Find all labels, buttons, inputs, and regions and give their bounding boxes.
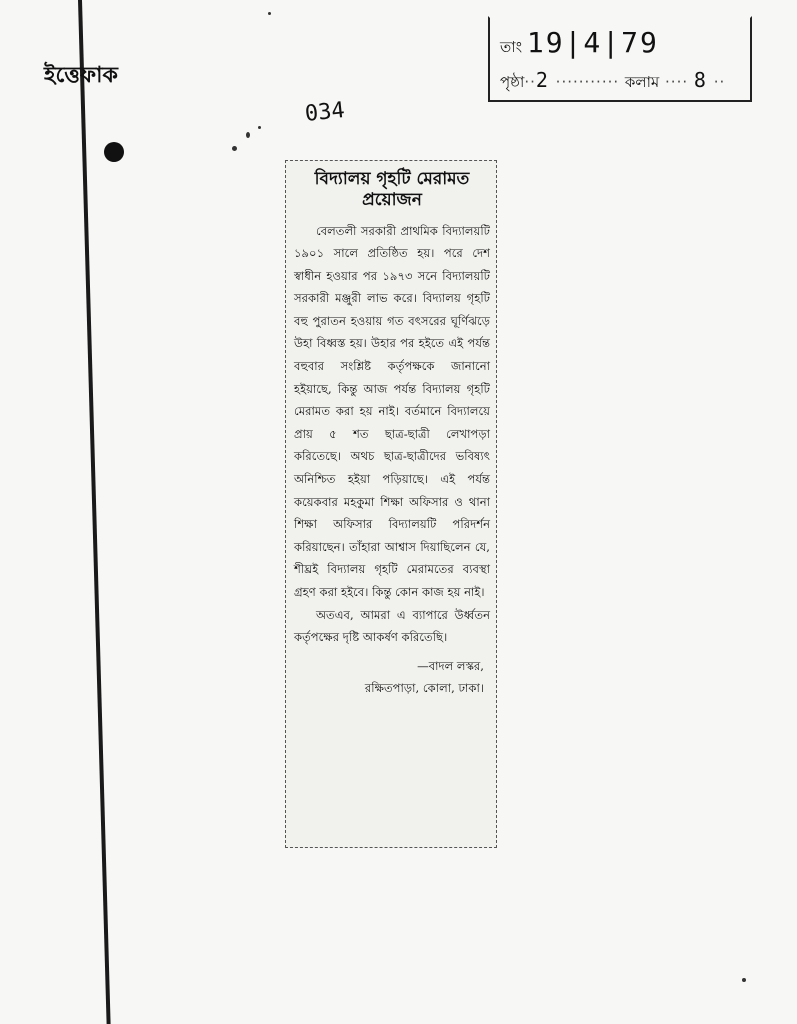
clipping-signer	[294, 655, 490, 699]
clipping-body: বেলতলী সরকারী প্রাথমিক বিদ্যালয়টি ১৯০১ সালে প্রতিষ্ঠিত হয়। পরে দেশ স্বাধীন হওয়ার পর ১৯৭৩ সনে বিদ্যালয়টি সরকারী মঞ্জুরী লাভ করে। বিদ্যালয় গৃহটি বহু পুরাতন হওয়ায় গত বৎসরের ঘূর্ণিঝড়ে উহা বিধ্বস্ত হয়। উহার পর হইতে এই পর্যন্ত বহুবার সংশ্লিষ্ট কর্তৃপক্ষকে জানানো হইয়াছে, কিন্তু আজ পর্যন্ত বিদ্যালয় গৃহটি মেরামত করা হয় নাই। বর্তমানে বিদ্যালয়ে প্রায় ৫ শত ছাত্র-ছাত্রী লেখাপড়া করিতেছে। অথচ ছাত্র-ছাত্রীদের ভবিষ্যৎ অনিশ্চিত হইয়া পড়িয়াছে। এই পর্যন্ত কয়েকবার মহকুমা শিক্ষা অফিসার ও থানা শিক্ষা অফিসার বিদ্যালয়টি পরিদর্শন করিয়াছেন। তাঁহারা আশ্বাস দিয়াছিলেন যে, শীঘ্রই বিদ্যালয় গৃহটি মেরামতের ব্যবস্থা গ্রহণ করা হইবে। কিন্তু কোন কাজ হয় নাই।	[294, 223, 490, 599]
ink-speck	[268, 12, 271, 15]
stamp-page-value: 2	[535, 68, 550, 92]
stamp-column-label: কলাম	[624, 73, 660, 91]
stamp-column-value: 8	[693, 68, 708, 92]
ink-blot	[104, 142, 124, 162]
stamp-page-row: পৃষ্ঠা··2 ··········· কলাম ···· 8 ··	[500, 68, 726, 92]
newspaper-name: ইত্তেফাক	[44, 62, 118, 88]
signer-address: রক্ষিতপাড়া, কোলা, ঢাকা।	[364, 680, 484, 695]
stamp-date-row	[500, 26, 659, 61]
ink-speck	[742, 978, 746, 982]
stamp-date-value: 19|4|79	[526, 26, 659, 59]
ink-speck	[232, 146, 237, 151]
clipping-headline: বিদ্যালয় গৃহটি মেরামত প্রয়োজন	[314, 169, 470, 211]
clipping-appeal: অতএব, আমরা এ ব্যাপারে উর্ধ্বতন কর্তৃপক্ষের দৃষ্টি আকর্ষণ করিতেছি।	[294, 607, 490, 645]
ink-speck	[258, 126, 261, 129]
stamp-date-label: তাং	[500, 38, 523, 56]
signer-name: —বাদল লস্কর,	[417, 658, 484, 673]
stamp-page-label: পৃষ্ঠা	[500, 73, 525, 91]
newspaper-clipping	[285, 160, 497, 848]
ink-speck	[246, 132, 250, 138]
archive-stamp	[488, 16, 752, 102]
folio-number: 034	[303, 97, 346, 128]
